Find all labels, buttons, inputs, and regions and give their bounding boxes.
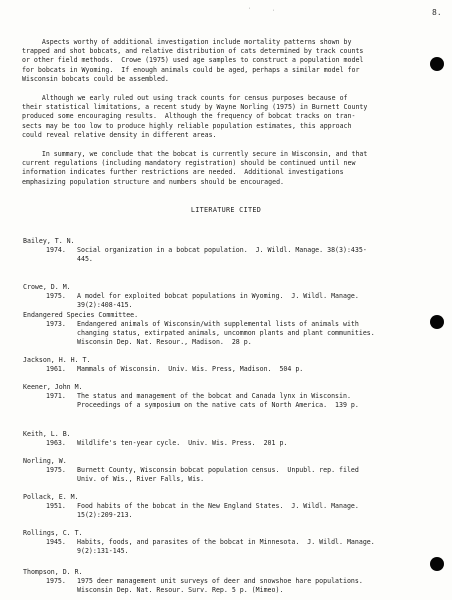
reference-author: Bailey, T. N. [23,237,75,245]
reference-year: 1973. [46,320,66,328]
body-paragraph: Although we early ruled out using track counts for census purposes because of their statistical limitations, a recent study by Wayne Norling (1975) in Burnett County produced some encouraging results. Although the frequency of bobcat tracks on tran- sects may be too low to produce highly reliable population estimates, this approach could reveal relative density in different areas. [22,94,368,139]
body-paragraph: In summary, we conclude that the bobcat is currently secure in Wisconsin, and that current regulations (including mandatory registration) should be continued until new information indicates further restrictions are needed. Additional investigations emphasizing population structure and numbers should be encouraged. [22,150,368,186]
reference-citation: Food habits of the bobcat in the New England States. J. Wildl. Manage. 15(2):209-213. [77,502,359,520]
reference-year: 1975. [46,292,66,300]
reference-year: 1951. [46,502,66,510]
reference-author: Jackson, H. H. T. [23,356,91,364]
reference-citation: Endangered animals of Wisconsin/with supplemental lists of animals with changing status, extirpated animals, uncommon plants and plant communities. Wisconsin Dep. Nat. Resour., Madison. 28 p. [77,320,375,347]
reference-citation: Burnett County, Wisconsin bobcat population census. Unpubl. rep. filed Univ. of Wis., River Falls, Wis. [77,466,359,484]
literature-cited-heading: LITERATURE CITED [190,206,262,214]
reference-author: Rollings, C. T. [23,529,83,537]
reference-year: 1975. [46,466,66,474]
body-paragraph: Aspects worthy of additional investigation include mortality patterns shown by trapped and shot bobcats, and relative distribution of cats determined by track counts or other field methods. Crowe (1975) used age samples to construct a population model for bobcats in Wyoming. If enough animals could be aged, perhaps a similar model for Wisconsin bobcats could be assembled. [22,38,364,83]
reference-year: 1945. [46,538,66,546]
reference-year: 1971. [46,392,66,400]
reference-author: Norling, W. [23,457,67,465]
reference-author: Thompson, D. R. [23,568,83,576]
page-number: 8. [432,8,442,17]
scan-speck: · [248,6,252,12]
reference-year: 1963. [46,439,66,447]
reference-citation: The status and management of the bobcat and Canada lynx in Wisconsin. Proceedings of a symposium on the native cats of North America. 139 p. [77,392,359,410]
reference-author: Crowe, D. M. [23,283,71,291]
scan-speck: · [272,8,276,14]
reference-author: Endangered Species Committee. [23,311,139,319]
reference-citation: A model for exploited bobcat populations in Wyoming. J. Wildl. Manage. 39(2):408-415. [77,292,359,310]
punch-hole [430,557,444,571]
reference-author: Pollack, E. M. [23,493,79,501]
reference-citation: Mammals of Wisconsin. Univ. Wis. Press, Madison. 504 p. [77,365,304,373]
reference-citation: Social organization in a bobcat population. J. Wildl. Manage. 38(3):435- 445. [77,246,367,264]
reference-year: 1961. [46,365,66,373]
reference-author: Keith, L. B. [23,430,71,438]
reference-author: Keener, John M. [23,383,83,391]
reference-year: 1974. [46,246,66,254]
reference-citation: Habits, foods, and parasites of the bobcat in Minnesota. J. Wildl. Manage. 9(2):131-145. [77,538,375,556]
reference-citation: Wildlife's ten-year cycle. Univ. Wis. Press. 201 p. [77,439,288,447]
reference-citation: 1975 deer management unit surveys of deer and snowshoe hare populations. Wisconsin Dep. Nat. Resour. Surv. Rep. 5 p. (Mimeo). [77,577,363,595]
reference-year: 1975. [46,577,66,585]
